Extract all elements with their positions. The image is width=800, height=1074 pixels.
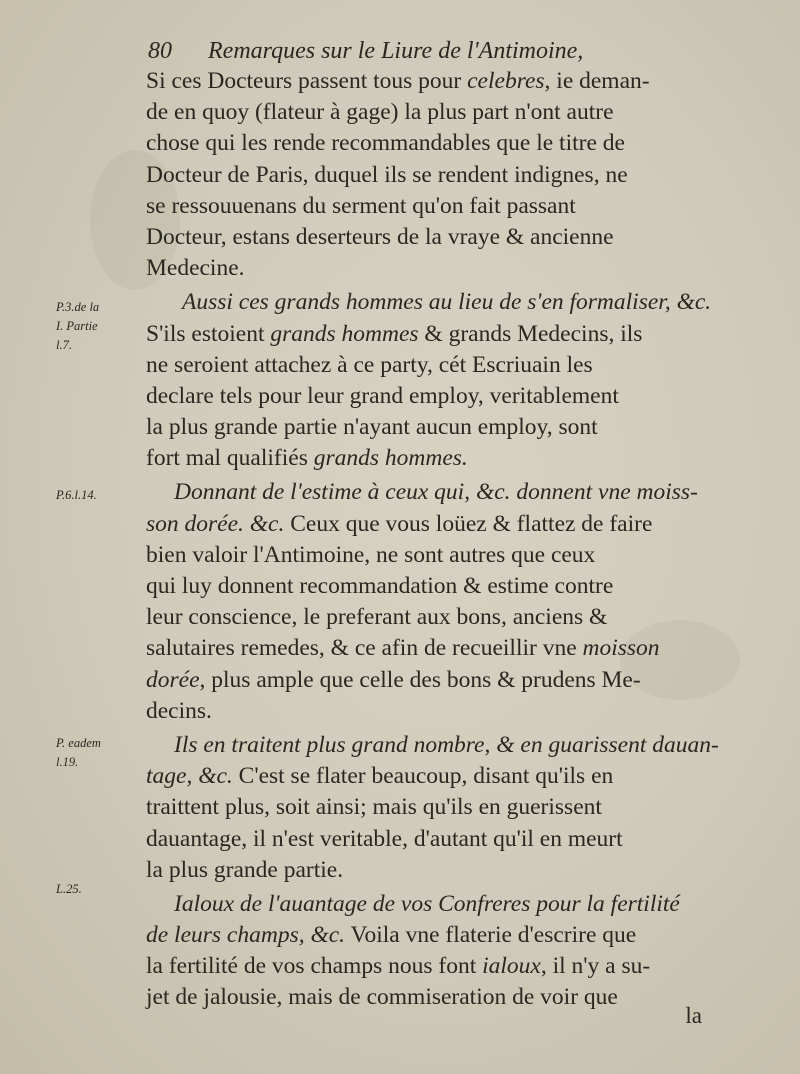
margin-note: [56, 486, 146, 505]
margin-note: [56, 880, 146, 899]
text-line: [146, 665, 718, 696]
catchword: la: [685, 1003, 702, 1028]
margin-note-line: l.19.: [56, 755, 79, 769]
text-segment-italic: grands hommes: [270, 320, 419, 347]
text-segment-italic: tage, &c.: [146, 763, 233, 790]
text-line: [146, 66, 718, 97]
text-line: la plus grande partie n'ayant aucun employ, sont: [146, 414, 598, 441]
text-line: Docteur de Paris, duquel ils se rendent indignes, ne: [146, 161, 628, 188]
margin-note: [56, 734, 146, 772]
text-segment: la fertilité de vos champs nous font: [146, 953, 483, 980]
text-segment-italic: celebres: [467, 68, 545, 94]
text-segment-italic: moisson: [582, 635, 660, 662]
margin-note-line: P.6.l.14.: [56, 488, 97, 502]
text-line: declare tels pour leur grand employ, veritablement: [146, 382, 619, 409]
text-segment: Voila vne flaterie d'escrire que: [345, 922, 637, 949]
margin-note-line: I. Partie: [56, 319, 98, 333]
text-segment: , il n'y a su-: [540, 953, 651, 980]
margin-note-line: P.3.de la: [56, 300, 100, 314]
text-segment-italic: dorée: [146, 666, 200, 693]
running-title: Remarques sur le Liure de l'Antimoine,: [208, 38, 584, 64]
text-line: [146, 509, 718, 540]
margin-note-line: l.7.: [56, 338, 72, 352]
quotation-line: Donnant de l'estime à ceux qui, &c. donnent vne moiss-: [174, 479, 698, 506]
text-segment: salutaires remedes, & ce afin de recueillir vne: [146, 635, 583, 662]
text-line: la plus grande partie.: [146, 856, 344, 883]
running-header: [148, 38, 668, 65]
text-segment-italic: grands hommes.: [313, 445, 468, 472]
text-line: ne seroient attachez à ce party, cét Escriuain les: [146, 351, 593, 378]
text-segment: Ceux que vous loüez & flattez de faire: [284, 510, 653, 537]
text-line: decins.: [146, 697, 212, 724]
text-segment: fort mal qualifiés: [146, 445, 314, 472]
text-line: traittent plus, soit ainsi; mais qu'ils en guerissent: [146, 794, 602, 821]
text-segment-italic: ialoux: [482, 953, 541, 980]
text-line: bien valoir l'Antimoine, ne sont autres que ceux: [146, 541, 596, 568]
text-line: de en quoy (flateur à gage) la plus part n'ont autre: [146, 99, 614, 126]
page-number: 80: [148, 38, 172, 64]
text-line: [146, 443, 718, 474]
quotation-line: Ialoux de l'auantage de vos Confreres pour la fertilité: [174, 890, 680, 917]
text-segment: Si ces Docteurs passent tous pour: [146, 68, 468, 94]
text-segment: C'est se flater beaucoup, disant qu'ils en: [232, 763, 614, 790]
margin-note: [56, 298, 146, 355]
text-segment: S'ils estoient: [146, 320, 271, 347]
margin-note-line: L.25.: [56, 882, 82, 896]
text-line: jet de jalousie, mais de commiseration de voir que: [146, 984, 618, 1011]
margin-note-line: P. eadem: [56, 736, 101, 750]
text-line: [146, 761, 718, 792]
text-line: chose qui les rende recommandables que le titre de: [146, 130, 625, 157]
text-line: [146, 319, 718, 350]
text-line: dauantage, il n'est veritable, d'autant qu'il en meurt: [146, 825, 623, 852]
text-line: [146, 951, 718, 982]
text-line: [146, 920, 718, 951]
text-line: leur conscience, le preferant aux bons, anciens &: [146, 604, 608, 631]
text-segment-italic: de leurs champs, &c.: [146, 922, 346, 949]
quotation-line: Ils en traitent plus grand nombre, & en guarissent dauan-: [174, 731, 719, 758]
text-line: Docteur, estans deserteurs de la vraye & ancienne: [146, 223, 614, 250]
text-segment: & grands Medecins, ils: [418, 320, 643, 347]
quotation-line: Aussi ces grands hommes au lieu de s'en formaliser, &c.: [182, 289, 712, 316]
text-segment-italic: son dorée. &c.: [146, 510, 285, 537]
text-segment: , ie deman-: [544, 68, 650, 94]
text-line: Medecine.: [146, 255, 245, 282]
text-segment: , plus ample que celle des bons & prudens Me-: [199, 666, 641, 693]
text-line: [146, 633, 718, 664]
text-line: qui luy donnent recommandation & estime contre: [146, 573, 614, 599]
text-line: se ressouuenans du serment qu'on fait passant: [146, 192, 576, 219]
body-text: [146, 66, 718, 1014]
